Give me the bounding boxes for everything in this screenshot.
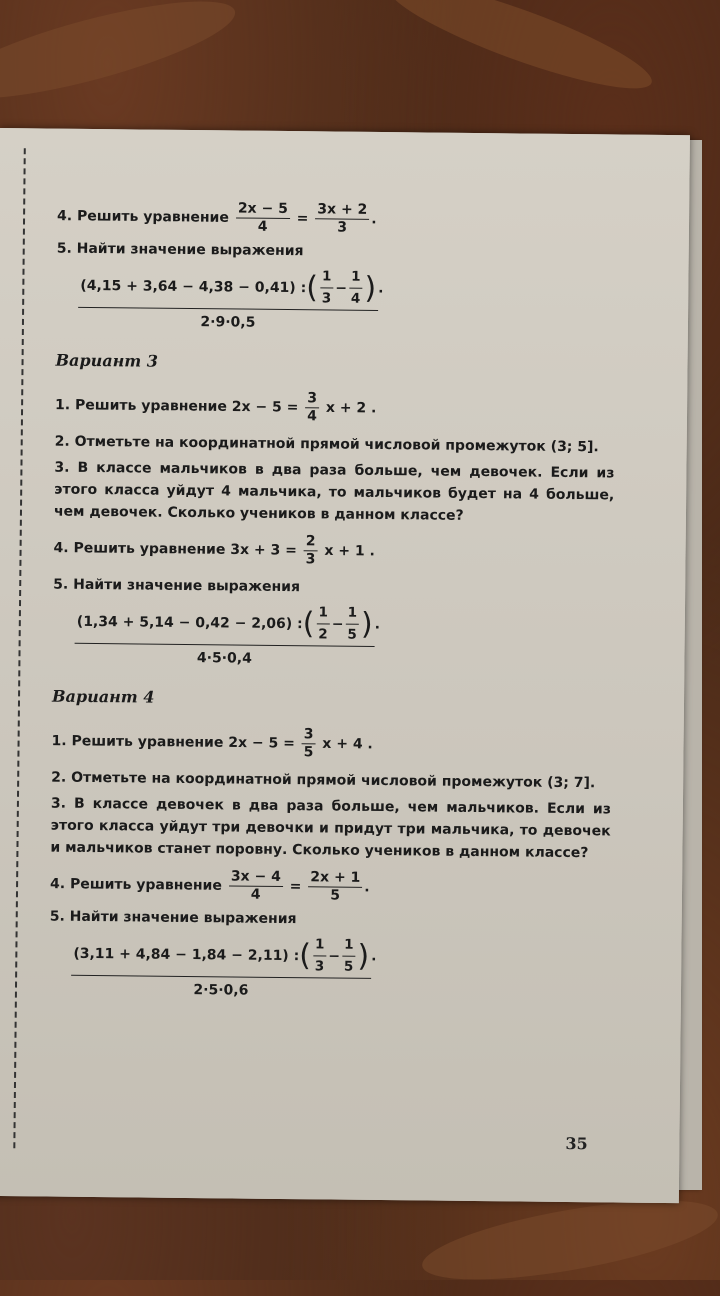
fraction-numerator: 1 [320,268,334,288]
task-label: 5. Найти значение выражения [53,576,301,596]
task-text: 4. Решить уравнение 3x + 3 = [53,540,297,559]
task-v2-5 [57,238,617,266]
fraction-denominator: 2 [318,626,328,643]
fraction [308,869,362,905]
variant-4-title: Вариант 4 [51,686,155,707]
expression-v3: (1,34 + 5,14 − 0,42 − 2,06) : ( $\frac{1}{2}$ − $\frac{1}{5}$ ) 4·5·0,4 [74,602,375,671]
fraction-denominator: 4 [257,218,268,235]
task-v4-5 [50,906,610,934]
fraction-numerator: 3 [302,726,316,744]
task-v4-3: 3. В классе девочек в два раза больше, чем мальчиков. Если из этого класса уйдут три девочки и придут три мальчика, то девочек и мальчиков станет поровну. Сколько учеников в данном классе? [50,795,611,862]
expression-denominator: 2·5·0,6 [193,982,249,999]
fraction-denominator: 4 [250,886,261,903]
carpet-pattern [0,0,243,118]
expression-numerator: (3,11 + 4,84 − 1,84 − 2,11) : [73,945,300,964]
fraction-denominator: 3 [305,551,316,568]
fraction-numerator: 2 [304,533,318,551]
fraction-numerator: 2x − 5 [236,200,290,219]
expression-denominator: 2·9·0,5 [200,314,256,331]
fraction [304,533,318,568]
fraction-denominator: 5 [343,958,354,975]
fraction-numerator: 3 [305,390,319,408]
task-label: 5. Найти значение выражения [56,240,304,260]
task-v4-1 [51,724,611,765]
fraction [302,726,316,761]
page-content: 4. Решить уравнение $\frac{2x - 5}{4}$ = $\frac{3x + 2}{3}$ . 5. Найти значение выражения (4,15 + 3,64 − 4,38 − 0,41) : ( $\frac{1}{3}$ − $\frac{1}{4}$ ) 2·9·0,5 . Вариант 3 1. Решить уравнение 2x − 5 = $\frac{3}{4}$ x + 2 . 2. Отметьте на координатной прямой числовой промежуток (3; 5]. 3. В классе мальчиков в два раза больше, чем девочек. Если из этого класса уйдут 4 мальчика, то мальчиков будет на 4 больше, чем девочек. Сколько учеников в данном классе? 4. Решить уравнение 3x + 3 = $\frac{2}{3}$ x + 1 . 5. Найти значение выражения (1,34 + 5,14 − 0,42 − 2,06) : ( $\frac{1}{2}$ − $\frac{1}{5}$ ) 4·5·0,4 . Вариант 4 1. Решить уравнение 2x − 5 = $\frac{3}{5}$ x + 4 . 2. Отметьте на координатной прямой числовой промежуток (3; 7]. 3. В классе девочек в два раза больше, чем мальчиков. Если из этого класса уйдут три девочки и придут три мальчика, то девочек и мальчиков станет поровну. Сколько учеников в данном классе? 4. Решить уравнение $\frac{3x - 4}{4}$ = $\frac{2x + 1}{5}$ . 5. Найти значение выражения (3,11 + 4,84 − 1,84 − 2,11) : ( $\frac{1}{3}$ − $\frac{1}{5}$ ) 2·5·0,6 . [49,199,617,1006]
task-label: 5. Найти значение выражения [49,908,297,928]
variant-3-title: Вариант 3 [55,350,159,371]
fraction-denominator: 3 [321,290,332,307]
task-text-tail: x + 4 . [322,735,373,753]
task-v3-3: 3. В классе мальчиков в два раза больше, чем девочек. Если из этого класса уйдут 4 мальчика, то мальчиков будет на 4 больше, чем девочек. Сколько учеников в данном классе? [53,459,615,524]
task-text-tail: x + 1 . [324,542,375,560]
task-v3-5 [53,574,613,602]
task-v3-4 [53,531,613,572]
task-v4-4: 4. Решить уравнение $\frac{3x - 4}{4}$ = $\frac{2x + 1}{5}$ . [50,868,370,904]
task-text: 1. Решить уравнение 2x − 5 = [51,733,295,752]
task-label: 4. Решить уравнение [56,208,229,226]
expression-v2: (4,15 + 3,64 − 4,38 − 0,41) : ( $\frac{1}{3}$ − $\frac{1}{4}$ ) 2·9·0,5 [78,266,379,335]
fraction [315,201,369,237]
page-number: 35 [565,1133,588,1154]
expression-numerator: (4,15 + 3,64 − 4,38 − 0,41) : [80,277,307,296]
fraction-numerator: 3x − 4 [229,868,283,887]
task-v2-4: 4. Решить уравнение $\frac{2x - 5}{4}$ = $\frac{3x + 2}{3}$ . [56,200,377,236]
cut-line [13,148,25,1148]
expression-v4: (3,11 + 4,84 − 1,84 − 2,11) : ( $\frac{1}{3}$ − $\frac{1}{5}$ ) 2·5·0,6 [71,934,372,1003]
fraction-numerator: 3x + 2 [315,201,369,220]
fraction-denominator: 4 [307,408,317,425]
fraction-denominator: 3 [314,958,325,975]
fraction-numerator: 1 [346,605,360,625]
fraction-numerator: 2x + 1 [308,869,362,888]
fraction [236,200,290,236]
task-v4-2: 2. Отметьте на координатной прямой числовой промежуток (3; 7]. [51,769,596,792]
fraction-numerator: 1 [349,269,363,289]
fraction-denominator: 4 [350,290,361,307]
fraction [305,390,319,425]
fraction-denominator: 5 [330,887,341,904]
fraction-numerator: 1 [342,937,356,957]
expression-numerator: (1,34 + 5,14 − 0,42 − 2,06) : [76,613,303,632]
task-text-tail: x + 2 . [325,399,377,417]
fraction-denominator: 5 [347,626,357,643]
task-v3-2: 2. Отметьте на координатной прямой числовой промежуток (3; 5]. [54,433,599,456]
task-text: 1. Решить уравнение 2x − 5 = [55,397,299,416]
task-v3-1 [55,388,615,429]
fraction-denominator: 5 [303,744,314,761]
fraction-numerator: 1 [313,936,327,956]
expression-denominator: 4·5·0,4 [196,650,252,667]
carpet-pattern [380,0,660,106]
book-page [0,128,690,1203]
fraction [229,868,283,904]
task-label: 4. Решить уравнение [50,876,222,894]
fraction-numerator: 1 [316,604,330,624]
fraction-denominator: 3 [337,219,348,236]
